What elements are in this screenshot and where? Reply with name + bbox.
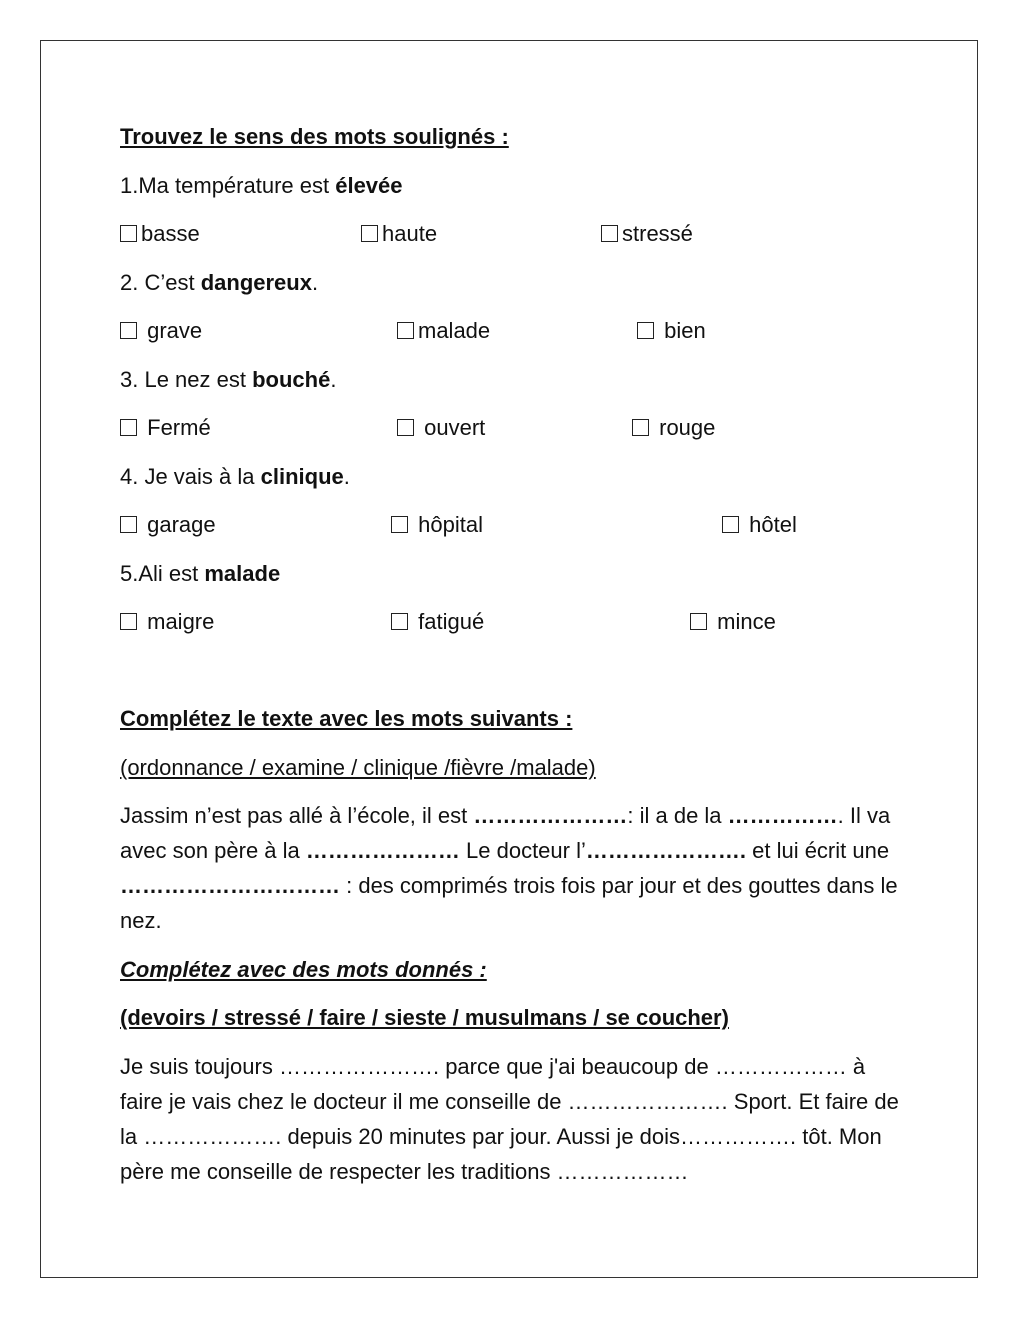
q5-option-2[interactable]: fatigué bbox=[391, 609, 484, 635]
checkbox[interactable] bbox=[690, 613, 707, 630]
q1-option-2[interactable]: haute bbox=[361, 221, 437, 247]
q2-option-2[interactable]: malade bbox=[397, 318, 490, 344]
question-3: 3. Le nez est bouché. bbox=[120, 367, 337, 392]
section3-title: Complétez avec des mots donnés : bbox=[120, 957, 487, 982]
q1-option-1[interactable]: basse bbox=[120, 221, 200, 247]
checkbox[interactable] bbox=[391, 516, 408, 533]
blank: ………………… bbox=[473, 803, 628, 828]
checkbox[interactable] bbox=[120, 613, 137, 630]
checkbox[interactable] bbox=[632, 419, 649, 436]
section1-title: Trouvez le sens des mots soulignés : bbox=[120, 124, 509, 149]
blank: …………… bbox=[727, 803, 838, 828]
section3-text: Je suis toujours …………………. parce que j'ai beaucoup de ……………… à faire je vais chez le docteur il me conseille de …………………. Sport. Et faire de la ………………. depuis 20 minutes par jour. Aussi je dois……………. tôt. Mon père me conseille de respecter les traditions ……………… bbox=[120, 1054, 899, 1184]
checkbox[interactable] bbox=[120, 516, 137, 533]
q4-option-3[interactable]: hôtel bbox=[722, 512, 797, 538]
checkbox[interactable] bbox=[120, 225, 137, 242]
q5-option-3[interactable]: mince bbox=[690, 609, 776, 635]
q3-option-1[interactable]: Fermé bbox=[120, 415, 211, 441]
q4-option-1[interactable]: garage bbox=[120, 512, 216, 538]
target-word: clinique bbox=[260, 464, 344, 489]
question-2: 2. C’est dangereux. bbox=[120, 270, 319, 295]
target-word: élevée bbox=[335, 173, 403, 198]
question-4: 4. Je vais à la clinique. bbox=[120, 464, 350, 489]
blank: ………………………… bbox=[120, 873, 340, 898]
question-5: 5.Ali est malade bbox=[120, 561, 281, 586]
target-word: bouché bbox=[252, 367, 331, 392]
checkbox[interactable] bbox=[722, 516, 739, 533]
q3-option-2[interactable]: ouvert bbox=[397, 415, 485, 441]
checkbox[interactable] bbox=[637, 322, 654, 339]
q4-option-2[interactable]: hôpital bbox=[391, 512, 483, 538]
section2-text: Jassim n’est pas allé à l’école, il est …………………: il a de la ……………. Il va avec son père à la ………………… Le docteur l’…………………. et lui écrit une ………………………… : des comprimés trois fois par jour et des gouttes dans le nez. bbox=[120, 803, 898, 933]
q1-option-3[interactable]: stressé bbox=[601, 221, 693, 247]
q2-option-3[interactable]: bien bbox=[637, 318, 706, 344]
q2-option-1[interactable]: grave bbox=[120, 318, 202, 344]
q3-option-3[interactable]: rouge bbox=[632, 415, 715, 441]
checkbox[interactable] bbox=[601, 225, 618, 242]
checkbox[interactable] bbox=[397, 322, 414, 339]
blank: ………………… bbox=[305, 838, 460, 863]
q5-option-1[interactable]: maigre bbox=[120, 609, 214, 635]
checkbox[interactable] bbox=[120, 419, 137, 436]
blank: …………………. bbox=[585, 838, 746, 863]
checkbox[interactable] bbox=[361, 225, 378, 242]
section2-title: Complétez le texte avec les mots suivants : bbox=[120, 706, 573, 731]
section3-word-list: (devoirs / stressé / faire / sieste / musulmans / se coucher) bbox=[120, 1005, 729, 1030]
checkbox[interactable] bbox=[397, 419, 414, 436]
section2-word-list: (ordonnance / examine / clinique /fièvre /malade) bbox=[120, 755, 596, 780]
checkbox[interactable] bbox=[391, 613, 408, 630]
target-word: malade bbox=[204, 561, 281, 586]
target-word: dangereux bbox=[200, 270, 312, 295]
checkbox[interactable] bbox=[120, 322, 137, 339]
question-1: 1.Ma température est élevée bbox=[120, 173, 403, 198]
